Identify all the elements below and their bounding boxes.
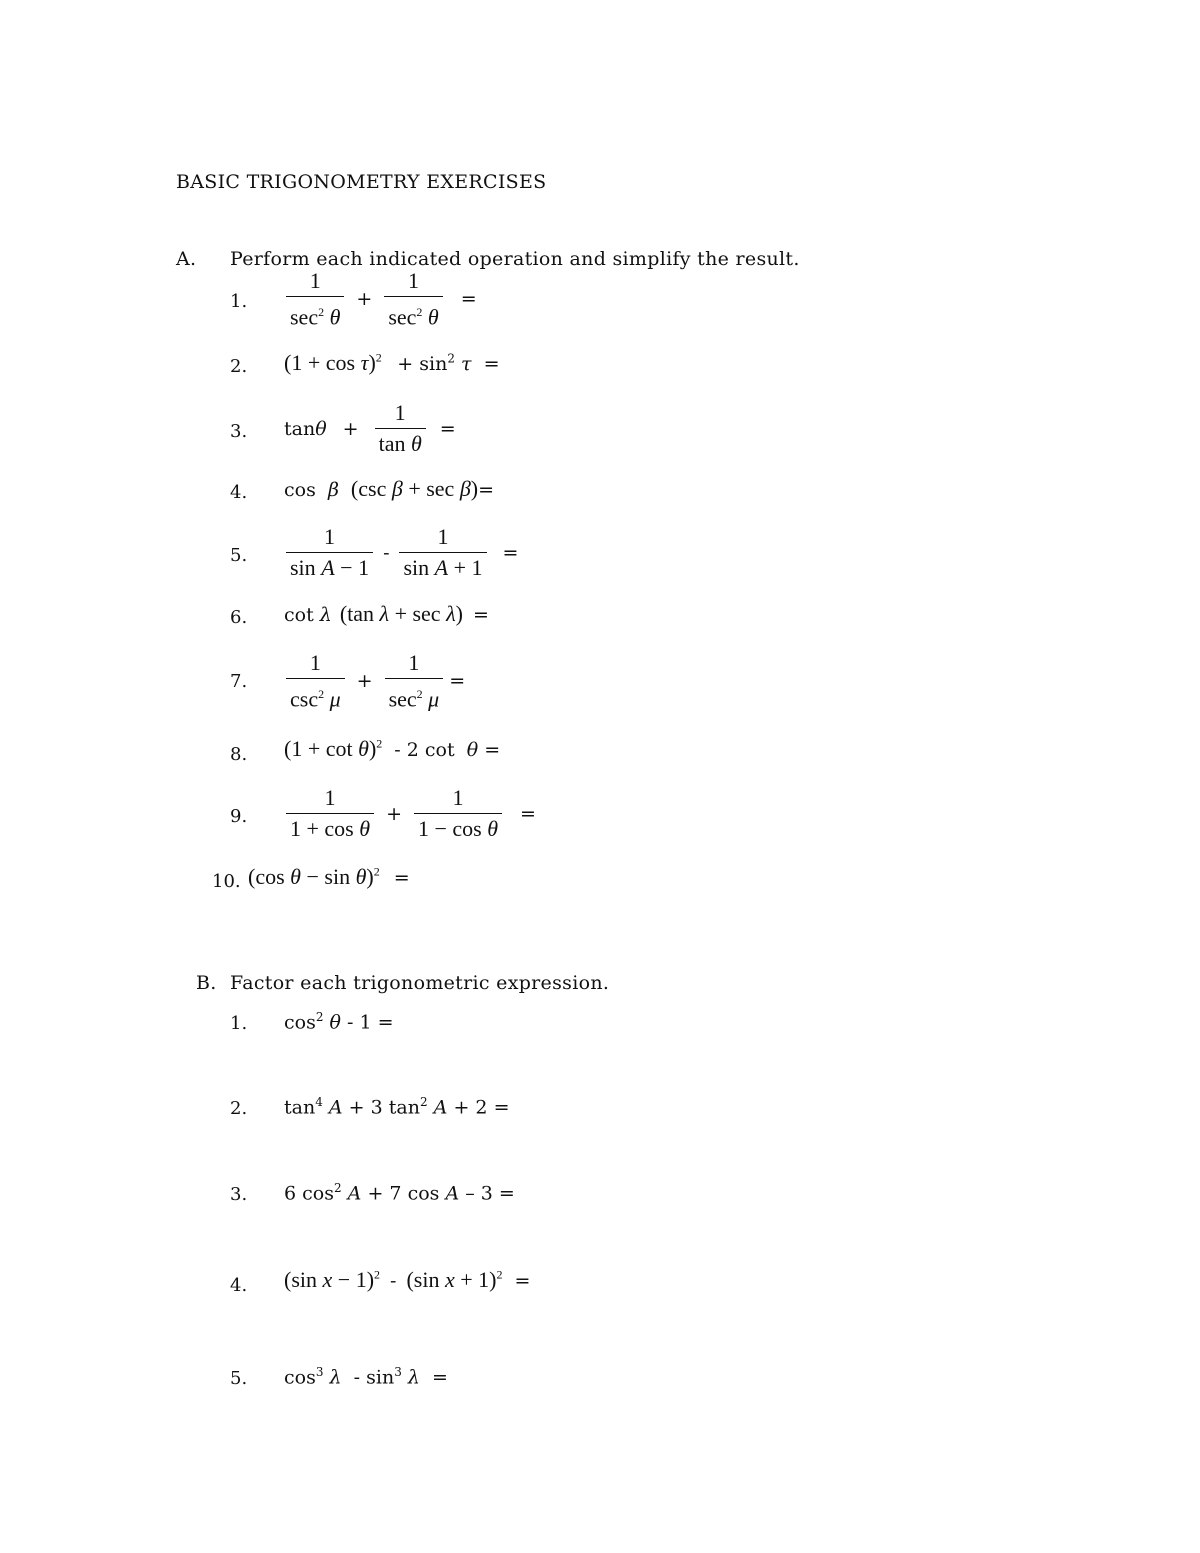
a8-expression: $(1 + \cot \theta)^2 - 2$ cot θ = [284,736,501,761]
a9-expression: $\frac{1}{\text{1 + cos θ}}$ + $\frac{1}{\text{1 − cos θ}}$ = [280,787,536,840]
section-b-letter: B. [196,972,217,994]
a3-number: 3. [230,421,248,442]
section-a-letter: A. [176,248,197,270]
a10-expression: (cos θ − sin θ)$^2$ = [248,864,410,889]
a5-number: 5. [230,545,248,566]
a3-expression: tanθ + $\frac{1}{\text{tan θ}}$ = [284,400,456,456]
a1-number: 1. [230,291,248,312]
a6-expression: cot λ (tan λ + sec λ) = [284,601,489,626]
a7-number: 7. [230,671,248,692]
b1-number: 1. [230,1013,248,1034]
b5-number: 5. [230,1368,248,1389]
a5-expression: $\frac{1}{\text{sin A − 1}}$ - $\frac{1}{\text{sin A + 1}}$ = [280,526,518,579]
page-title: BASIC TRIGONOMETRY EXERCISES [176,171,547,193]
a1-expression: $\frac{1}{\sec^2 \theta}$ + $\frac{1}{\sec^2 \theta}$ = [280,270,477,328]
a3-fraction: $\frac{1}{\text{tan θ}}$ [375,402,426,455]
a7-expression: $\frac{1}{\csc^2 \mu}$ + $\frac{1}{\sec^2 \mu}$ = [280,652,465,710]
a10-number: 10. [212,871,241,892]
b1-expression: $\cos^2 \theta - 1$ = [284,1010,394,1034]
b5-expression: $\cos^3 \lambda - \sin^3 \lambda$ = [284,1365,448,1389]
b4-number: 4. [230,1275,248,1296]
a5-fraction-2: $\frac{1}{\text{sin A + 1}}$ [399,526,486,579]
b2-expression: $\tan^4 A + 3$ $\tan^2 A + 2$ = [284,1095,510,1119]
b3-expression: 6 $\cos^2 A + 7$ cos A – 3 = [284,1181,515,1205]
a8-number: 8. [230,744,248,765]
a9-fraction-2: $\frac{1}{\text{1 − cos θ}}$ [414,787,502,840]
a1-fraction-2: $\frac{1}{\sec^2 \theta}$ [384,270,442,328]
b3-number: 3. [230,1184,248,1205]
a7-fraction-1: $\frac{1}{\csc^2 \mu}$ [286,652,345,710]
a9-number: 9. [230,806,248,827]
section-a-instruction: Perform each indicated operation and simplify the result. [230,248,800,270]
a2-expression: $(1 + \cos \tau)^2 + \sin^2 \tau$ = [284,350,500,375]
b4-expression: (sin x − 1)$^2$ - (sin x + 1)$^2$ = [284,1267,531,1292]
a5-fraction-1: $\frac{1}{\text{sin A − 1}}$ [286,526,373,579]
a6-number: 6. [230,607,248,628]
a9-fraction-1: $\frac{1}{\text{1 + cos θ}}$ [286,787,374,840]
a4-expression: cos β (csc β + sec β)= [284,476,495,501]
b2-number: 2. [230,1098,248,1119]
a2-number: 2. [230,356,248,377]
section-b-instruction: Factor each trigonometric expression. [230,972,610,994]
a7-fraction-2: $\frac{1}{\sec^2 \mu}$ [385,652,444,710]
a1-fraction-1: $\frac{1}{\sec^2 \theta}$ [286,270,344,328]
a4-number: 4. [230,482,248,503]
